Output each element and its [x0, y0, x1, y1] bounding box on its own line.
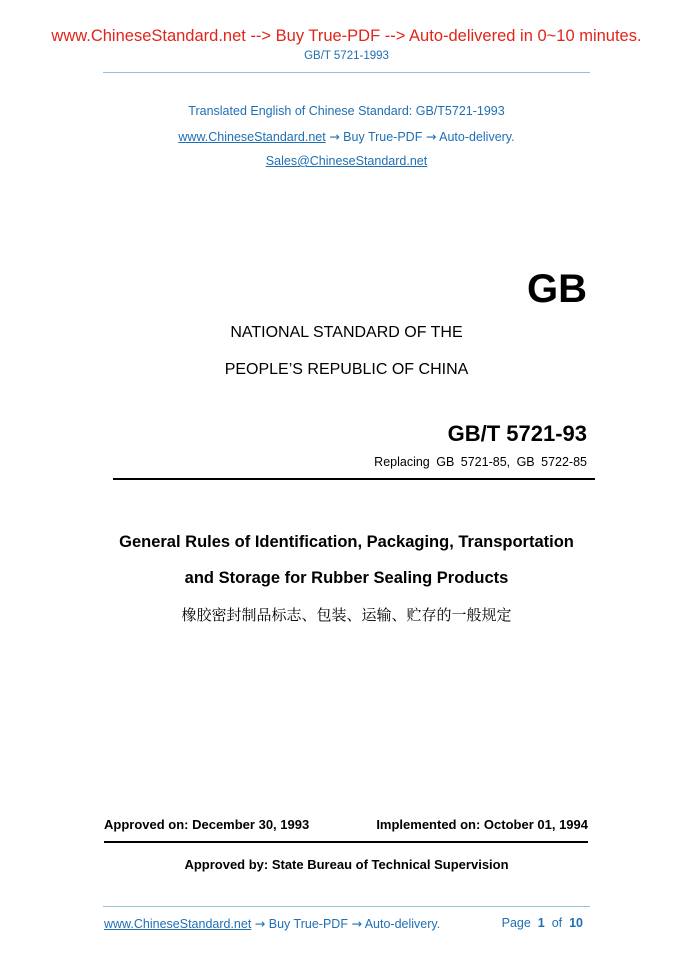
national-standard-line2: PEOPLE’S REPUBLIC OF CHINA: [224, 361, 469, 378]
arrow-right-icon: →: [351, 916, 362, 931]
page-total: 10: [569, 916, 583, 930]
arrow-right-icon: →: [329, 129, 340, 144]
delivery-text: Auto-delivery.: [439, 130, 515, 144]
gb-mark: GB: [527, 267, 587, 311]
page-label: Page: [501, 916, 531, 930]
title-divider: [113, 478, 595, 480]
footer-divider: [103, 906, 590, 907]
site-link[interactable]: www.ChineseStandard.net: [178, 130, 326, 144]
dates-divider: [104, 841, 588, 843]
email-line: [0, 154, 693, 168]
footer-site-link[interactable]: www.ChineseStandard.net: [104, 917, 252, 931]
arrow-right-icon: →: [425, 129, 437, 144]
approved-date: Approved on: December 30, 1993: [104, 817, 310, 832]
national-standard-line1: NATIONAL STANDARD OF THE: [230, 324, 463, 341]
page-current: 1: [537, 916, 545, 930]
buy-text: Buy True-PDF: [343, 130, 423, 144]
footer-delivery-text: Auto-delivery.: [364, 917, 441, 931]
arrow-right-icon: →: [254, 916, 266, 931]
page-indicator: [502, 916, 583, 930]
header-banner[interactable]: www.ChineseStandard.net --> Buy True-PDF --> Auto-delivered in 0~10 minutes.: [51, 27, 642, 45]
implemented-date: Implemented on: October 01, 1994: [376, 817, 588, 832]
email-link[interactable]: Sales@ChineseStandard.net: [265, 154, 428, 168]
standard-code: GB/T 5721-93: [447, 421, 587, 446]
title-en-line1: General Rules of Identification, Packaging, Transportation: [119, 533, 574, 551]
header-doc-code: GB/T 5721-1993: [304, 50, 389, 62]
translation-links: [0, 129, 693, 144]
replacing-note: Replacing GB 5721-85, GB 5722-85: [374, 455, 587, 469]
footer-buy-text: Buy True-PDF: [268, 917, 348, 931]
title-en-line2: and Storage for Rubber Sealing Products: [184, 569, 509, 587]
page-of: of: [551, 916, 563, 930]
translation-note: Translated English of Chinese Standard: GB/T5721-1993: [188, 104, 505, 118]
footer-links: [104, 916, 440, 931]
approved-by: Approved by: State Bureau of Technical Supervision: [184, 857, 509, 872]
header-divider: [103, 72, 590, 73]
title-zh: 橡胶密封制品标志、包装、运输、贮存的一般规定: [181, 606, 512, 624]
